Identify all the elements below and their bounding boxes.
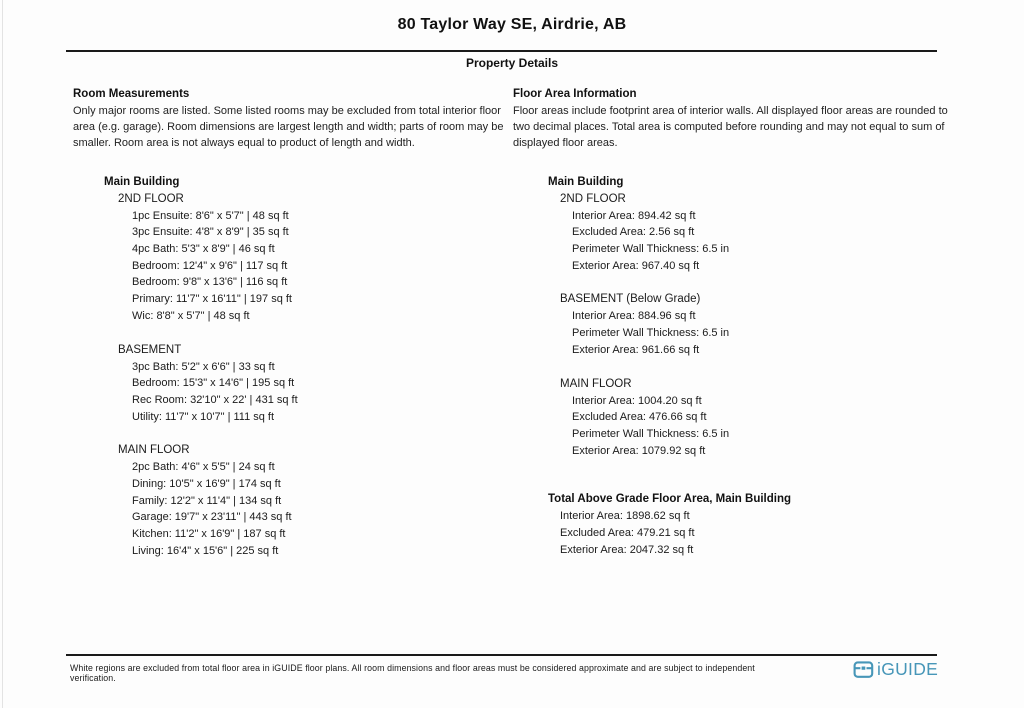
total-stat: Exterior Area: 2047.32 sq ft <box>560 543 694 556</box>
footer-divider <box>66 654 937 656</box>
page-title: 80 Taylor Way SE, Airdrie, AB <box>397 16 627 33</box>
building-label: Main Building <box>548 175 624 188</box>
area-stat: Excluded Area: 476.66 sq ft <box>572 411 707 424</box>
page-subtitle: Property Details <box>465 56 559 70</box>
room-measurement: Dining: 10'5" x 16'9" | 174 sq ft <box>132 478 281 491</box>
room-measurement: Bedroom: 12'4" x 9'6" | 117 sq ft <box>132 259 288 272</box>
total-above-grade-heading: Total Above Grade Floor Area, Main Building <box>548 493 792 506</box>
floor-name: BASEMENT <box>118 343 182 356</box>
area-stat: Perimeter Wall Thickness: 6.5 in <box>572 327 730 340</box>
area-block-basement <box>560 291 953 358</box>
room-measurement: 2pc Bath: 4'6" x 5'5" | 24 sq ft <box>132 461 275 474</box>
area-stat: Exterior Area: 1079.92 sq ft <box>572 444 706 457</box>
area-block-2nd-floor <box>560 191 953 275</box>
floor-area-section <box>513 86 953 558</box>
floor-area-heading: Floor Area Information <box>513 88 637 100</box>
room-measurement: Bedroom: 9'8" x 13'6" | 116 sq ft <box>132 276 288 289</box>
total-stat: Interior Area: 1898.62 sq ft <box>560 510 690 523</box>
room-measurement: Family: 12'2" x 11'4" | 134 sq ft <box>132 494 282 507</box>
area-stat: Interior Area: 1004.20 sq ft <box>572 394 702 407</box>
floor-name: BASEMENT (Below Grade) <box>560 293 701 306</box>
floor-name: MAIN FLOOR <box>560 377 632 390</box>
room-measurement: Wic: 8'8" x 5'7" | 48 sq ft <box>132 309 250 322</box>
room-measurements-section <box>73 86 506 560</box>
floor-block-basement <box>118 342 506 426</box>
area-stat: Interior Area: 894.42 sq ft <box>572 209 696 222</box>
room-measurement: Utility: 11'7" x 10'7" | 111 sq ft <box>132 410 275 423</box>
total-stat: Excluded Area: 479.21 sq ft <box>560 527 695 540</box>
area-stat: Exterior Area: 967.40 sq ft <box>572 259 700 272</box>
total-above-grade-block <box>548 491 953 558</box>
room-measurement: 4pc Bath: 5'3" x 8'9" | 46 sq ft <box>132 243 275 256</box>
area-stat: Perimeter Wall Thickness: 6.5 in <box>572 243 730 256</box>
room-measurement: 1pc Ensuite: 8'6" x 5'7" | 48 sq ft <box>132 209 289 222</box>
floor-area-building <box>513 174 953 460</box>
building-label: Main Building <box>104 175 180 188</box>
area-stat: Perimeter Wall Thickness: 6.5 in <box>572 427 730 440</box>
iguide-logo <box>853 659 938 680</box>
floor-name: MAIN FLOOR <box>118 444 190 457</box>
room-measurement: Rec Room: 32'10" x 22' | 431 sq ft <box>132 393 298 406</box>
area-stat: Excluded Area: 2.56 sq ft <box>572 226 695 239</box>
room-measurement: 3pc Bath: 5'2" x 6'6" | 33 sq ft <box>132 360 275 373</box>
footer-disclaimer: White regions are excluded from total floor area in iGUIDE floor plans. All room dimensions and floor areas must be considered approximate and are subject to independent verification. <box>70 663 755 683</box>
header-divider <box>66 50 937 52</box>
floor-block-main-floor <box>118 442 506 559</box>
room-measurement: Garage: 19'7" x 23'11" | 443 sq ft <box>132 511 292 524</box>
room-measurement: Bedroom: 15'3" x 14'6" | 195 sq ft <box>132 377 295 390</box>
floor-block-2nd-floor <box>118 191 506 325</box>
room-measurement: Kitchen: 11'2" x 16'9" | 187 sq ft <box>132 528 286 541</box>
area-stat: Interior Area: 884.96 sq ft <box>572 310 696 323</box>
area-block-main-floor <box>560 376 953 460</box>
room-measurements-description: Only major rooms are listed. Some listed rooms may be excluded from total interior floor area (e.g. garage). Room dimensions are largest length and width; parts of room may be smaller. Room area is not always equal to product of length and width. <box>73 105 504 150</box>
floor-area-description: Floor areas include footprint area of interior walls. All displayed floor areas are rounded to two decimal places. Total area is computed before rounding and may not equal to sum of displayed floor areas. <box>513 105 948 150</box>
room-measurement: 3pc Ensuite: 4'8" x 8'9" | 35 sq ft <box>132 226 289 239</box>
iguide-box-icon <box>853 659 874 680</box>
room-measurements-building <box>73 174 506 560</box>
floor-name: 2ND FLOOR <box>118 192 184 205</box>
area-stat: Exterior Area: 961.66 sq ft <box>572 343 700 356</box>
room-measurement: Living: 16'4" x 15'6" | 225 sq ft <box>132 544 279 557</box>
room-measurement: Primary: 11'7" x 16'11" | 197 sq ft <box>132 293 292 306</box>
floor-name: 2ND FLOOR <box>560 192 626 205</box>
iguide-brand-text: iGUIDE <box>877 659 939 679</box>
page-edge-line <box>2 0 3 708</box>
room-measurements-heading: Room Measurements <box>73 88 190 100</box>
